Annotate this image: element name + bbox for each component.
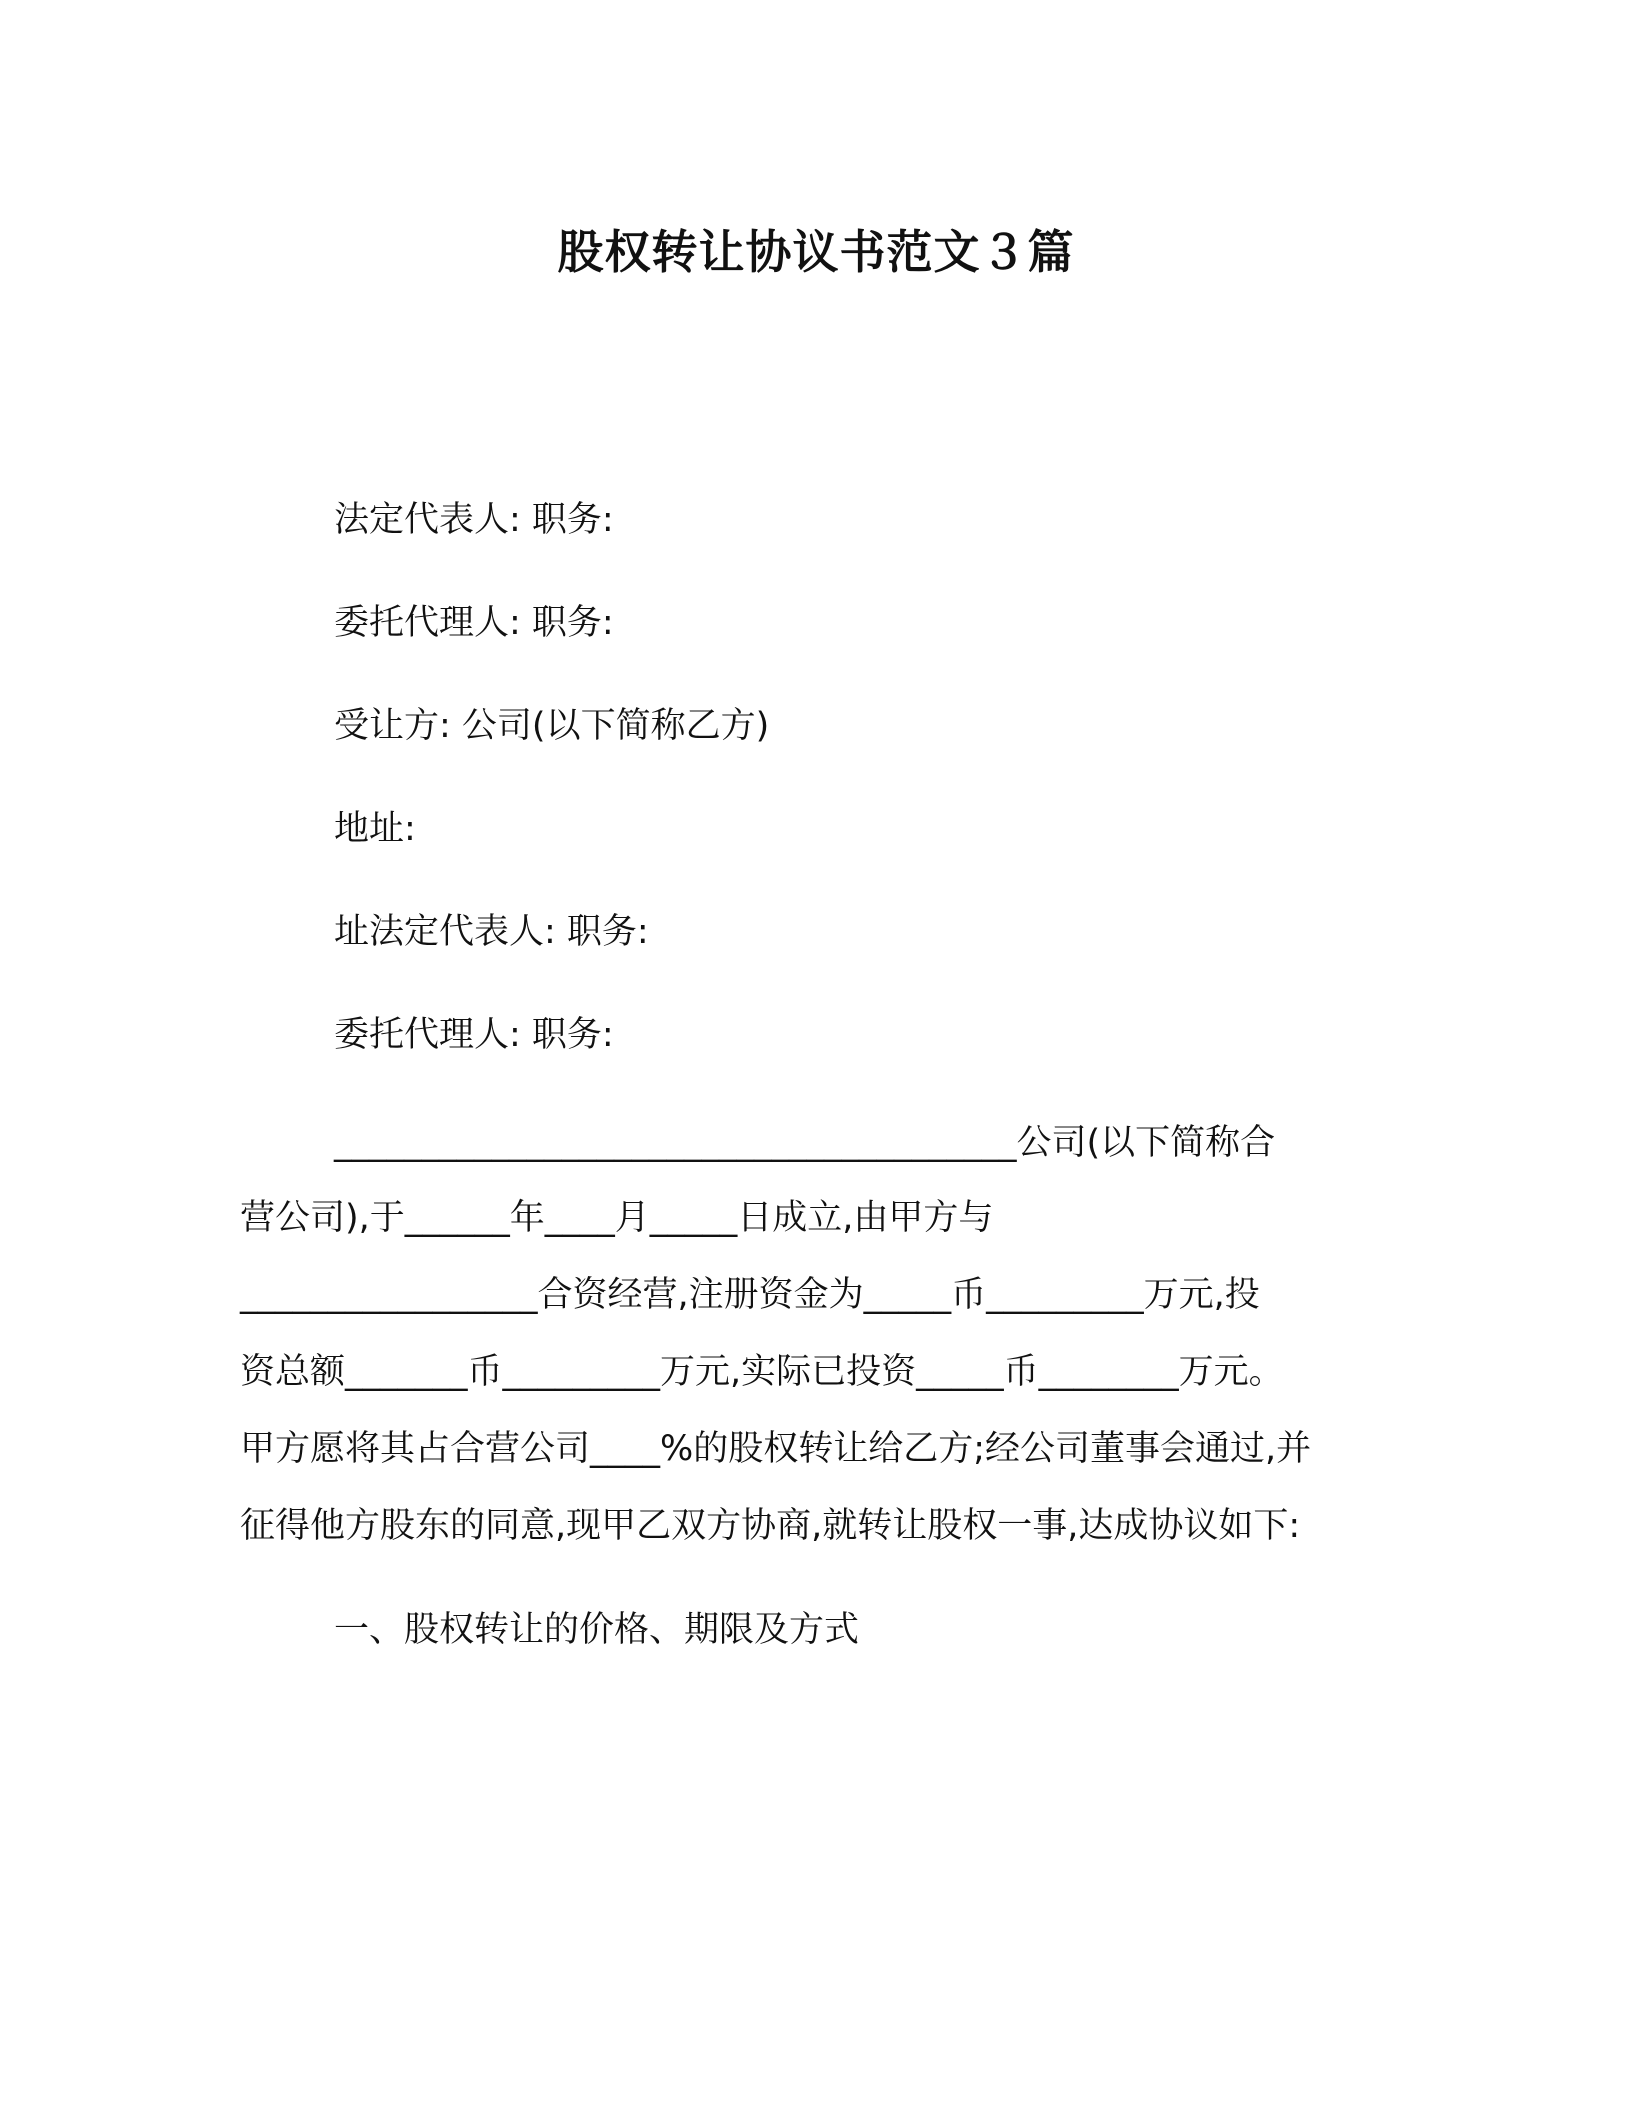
transferee-line: 受让方: 公司(以下简称乙方) xyxy=(334,706,770,746)
paragraph-line: 征得他方股东的同意,现甲乙双方协商,就转让股权一事,达成协议如下: xyxy=(240,1506,1301,1546)
transferee-legal-representative-line: 址法定代表人: 职务: xyxy=(334,912,649,952)
paragraph-line: _______________________________________公司(以下简称合 xyxy=(334,1123,1276,1163)
paragraph-line: _________________合资经营,注册资金为_____币_________万元,投 xyxy=(240,1275,1260,1315)
address-line: 地址: xyxy=(334,809,416,849)
document-title: 股权转让协议书范文３篇 xyxy=(557,225,1075,279)
transferee-entrusted-agent-line: 委托代理人: 职务: xyxy=(334,1015,614,1055)
paragraph-line: 资总额_______币_________万元,实际已投资_____币________万元。 xyxy=(240,1352,1284,1392)
section-heading: 一、股权转让的价格、期限及方式 xyxy=(334,1610,860,1650)
legal-representative-line: 法定代表人: 职务: xyxy=(334,500,614,540)
paragraph-line: 营公司),于______年____月_____日成立,由甲方与 xyxy=(240,1198,994,1238)
paragraph-line: 甲方愿将其占合营公司____%的股权转让给乙方;经公司董事会通过,并 xyxy=(240,1429,1312,1469)
entrusted-agent-line: 委托代理人: 职务: xyxy=(334,603,614,643)
